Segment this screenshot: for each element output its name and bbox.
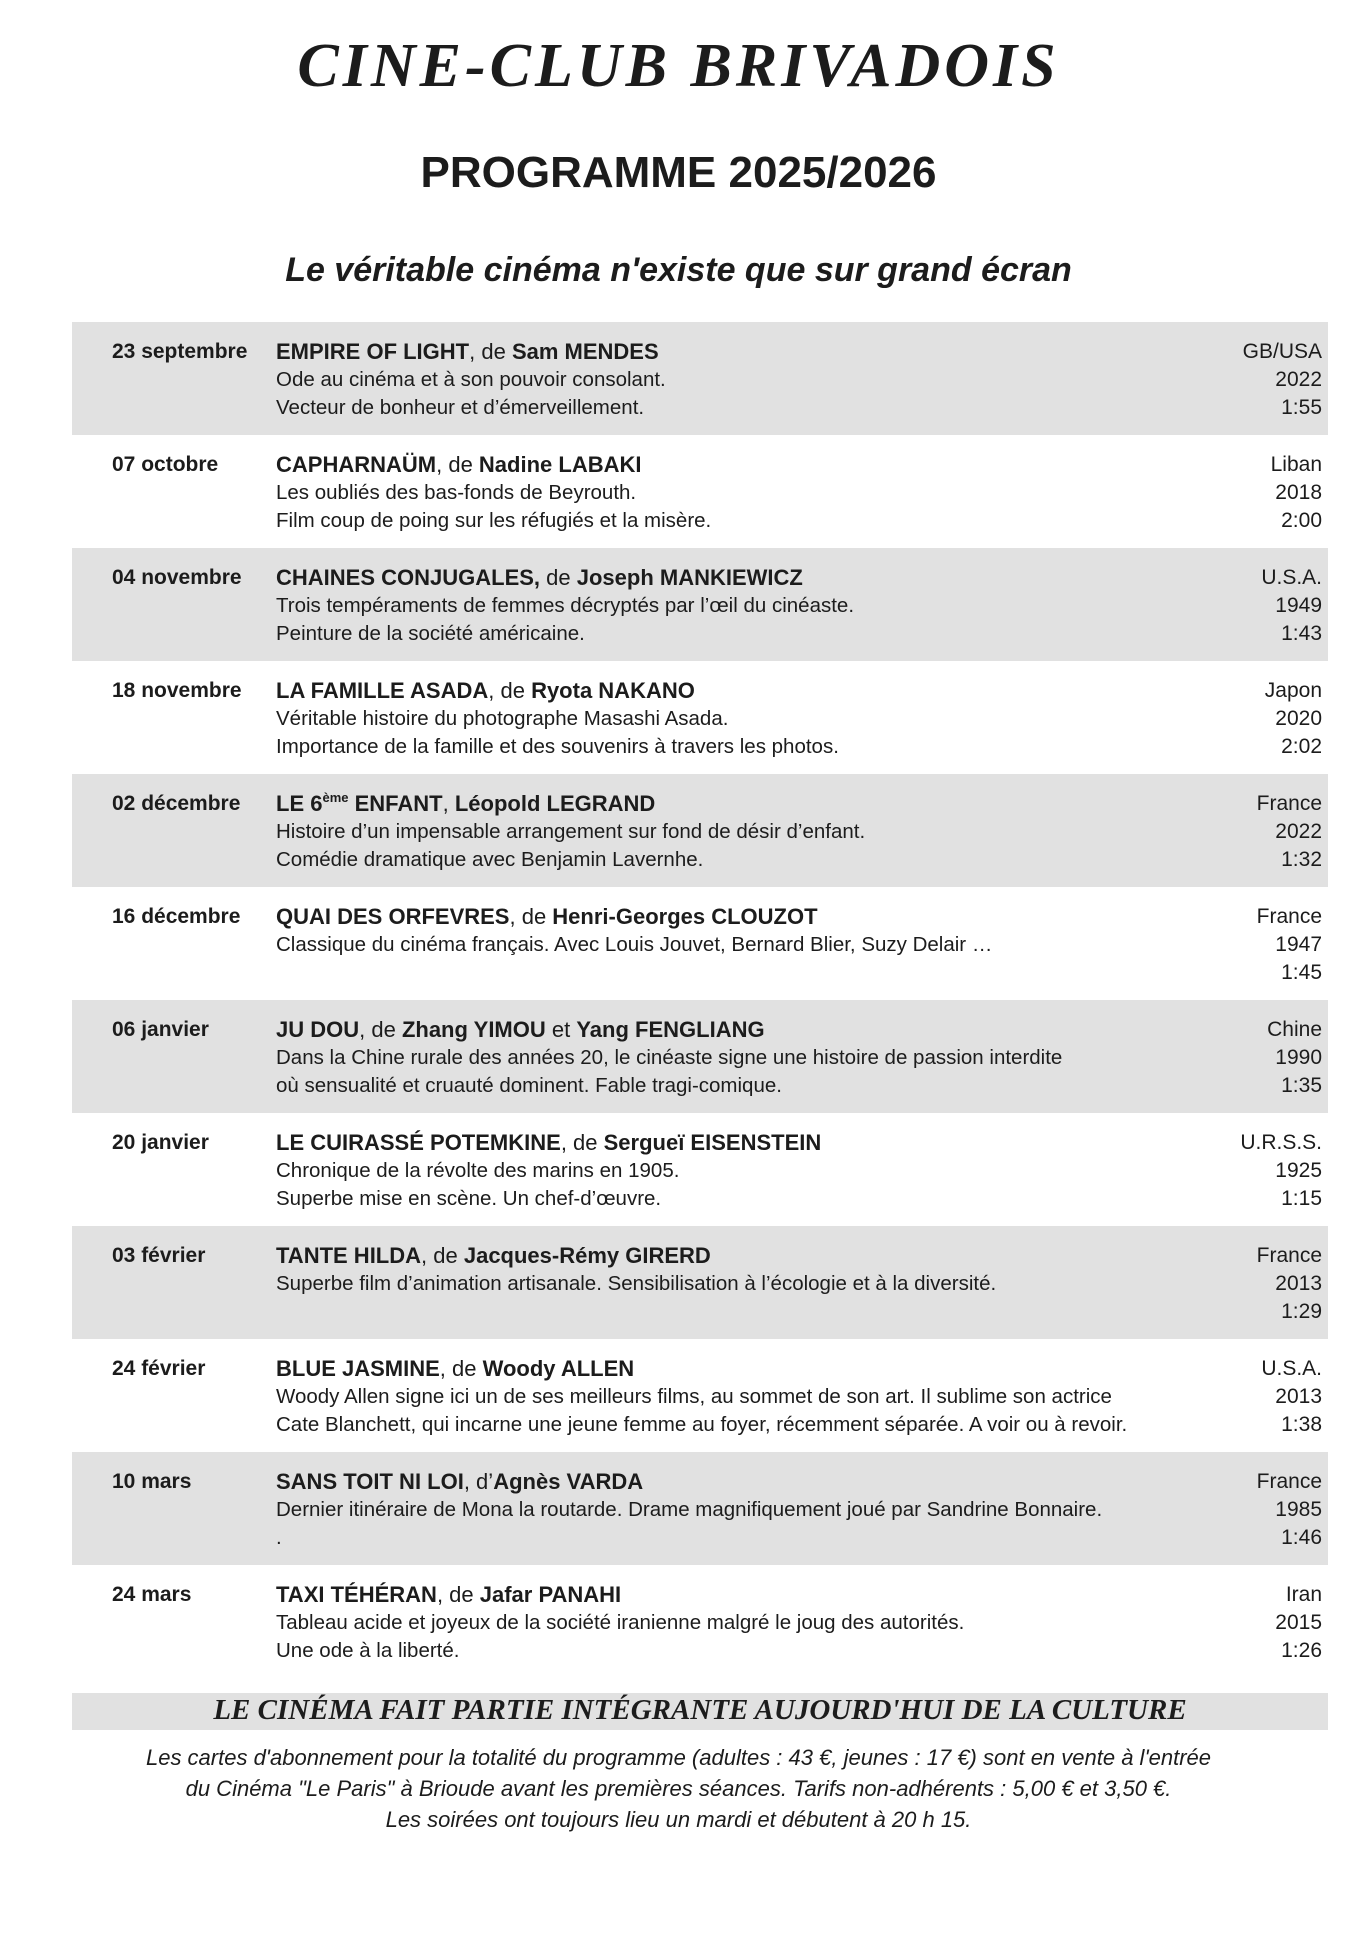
film-country: U.S.A. — [1261, 566, 1322, 589]
film-description-line: Woody Allen signe ici un de ses meilleurs films, au sommet de son art. Il sublime son actrice — [276, 1385, 1112, 1408]
film-country: Chine — [1267, 1018, 1322, 1041]
film-description-line: Peinture de la société américaine. — [276, 622, 585, 645]
film-main — [276, 677, 1202, 761]
footer-note-line: Les soirées ont toujours lieu un mardi et débutent à 20 h 15. — [385, 1807, 972, 1832]
film-main — [276, 1242, 1202, 1298]
film-title-segment: Sam MENDES — [511, 339, 659, 364]
film-description-line: Cate Blanchett, qui incarne une jeune femme au foyer, récemment séparée. A voir ou à revoir. — [276, 1413, 1128, 1436]
film-date: 24 février — [112, 1357, 206, 1380]
film-country: France — [1256, 1244, 1322, 1267]
film-meta — [1202, 1581, 1322, 1665]
film-title-segment: Nadine LABAKI — [478, 452, 642, 477]
film-title-connector: et — [545, 1017, 577, 1042]
film-title-line — [276, 1355, 1202, 1383]
film-title-segment: CAPHARNAÜM — [276, 452, 437, 477]
film-duration: 2:00 — [1281, 509, 1322, 532]
film-year: 2013 — [1275, 1272, 1322, 1295]
film-description-line: Dernier itinéraire de Mona la routarde. Drame magnifiquement joué par Sandrine Bonnaire. — [276, 1498, 1103, 1521]
film-meta — [1202, 338, 1322, 422]
film-meta — [1202, 677, 1322, 761]
film-country: France — [1256, 1470, 1322, 1493]
film-title-line — [276, 1129, 1202, 1157]
film-description-line: Véritable histoire du photographe Masashi Asada. — [276, 707, 729, 730]
film-date: 03 février — [112, 1244, 206, 1267]
film-title-line — [276, 677, 1202, 705]
film-description-line: Tableau acide et joyeux de la société iranienne malgré le joug des autorités. — [276, 1611, 965, 1634]
film-main — [276, 790, 1202, 874]
footer-banner: LE CINÉMA FAIT PARTIE INTÉGRANTE AUJOURD'HUI DE LA CULTURE — [72, 1693, 1328, 1730]
film-title-segment: JU DOU — [276, 1017, 360, 1042]
film-date: 07 octobre — [112, 453, 219, 476]
film-meta — [1202, 790, 1322, 874]
film-entry — [72, 774, 1328, 887]
film-title-connector: , de — [436, 452, 479, 477]
film-country: France — [1256, 792, 1322, 815]
film-year: 1949 — [1275, 594, 1322, 617]
film-description-line: Les oubliés des bas-fonds de Beyrouth. — [276, 481, 637, 504]
programme-season-heading: PROGRAMME 2025/2026 — [420, 148, 937, 197]
film-title-line — [276, 564, 1202, 592]
film-description-line: . — [276, 1526, 282, 1549]
film-duration: 2:02 — [1281, 735, 1322, 758]
film-country: Liban — [1270, 453, 1322, 476]
film-meta — [1202, 1016, 1322, 1100]
film-entry — [72, 548, 1328, 661]
film-title-connector: , de — [359, 1017, 402, 1042]
film-title-segment: TAXI TÉHÉRAN — [276, 1582, 437, 1607]
film-year: 2013 — [1275, 1385, 1322, 1408]
film-date: 20 janvier — [112, 1131, 209, 1154]
film-main — [276, 1355, 1202, 1439]
film-date: 23 septembre — [112, 340, 248, 363]
film-year: 1947 — [1275, 933, 1322, 956]
film-description-line: Comédie dramatique avec Benjamin Lavernhe. — [276, 848, 704, 871]
film-title-segment: TANTE HILDA — [276, 1243, 422, 1268]
film-meta — [1202, 1242, 1322, 1326]
film-entry — [72, 661, 1328, 774]
film-title-segment: BLUE JASMINE — [276, 1356, 440, 1381]
film-title-line — [276, 1016, 1202, 1044]
film-entry — [72, 1565, 1328, 1678]
film-date: 02 décembre — [112, 792, 241, 815]
film-year: 1985 — [1275, 1498, 1322, 1521]
film-country: Japon — [1264, 679, 1322, 702]
film-title-connector: de — [540, 565, 577, 590]
film-title-segment: Agnès VARDA — [493, 1469, 644, 1494]
film-main — [276, 564, 1202, 648]
film-description-line: Superbe film d’animation artisanale. Sensibilisation à l’écologie et à la diversité. — [276, 1272, 997, 1295]
film-meta — [1202, 903, 1322, 987]
film-title-line — [276, 1468, 1202, 1496]
film-main — [276, 1129, 1202, 1213]
film-year: 2022 — [1275, 820, 1322, 843]
film-main — [276, 1016, 1202, 1100]
film-description-line: Ode au cinéma et à son pouvoir consolant. — [276, 368, 666, 391]
film-duration: 1:26 — [1281, 1639, 1322, 1662]
film-year: 2018 — [1275, 481, 1322, 504]
page-subtitle: Le véritable cinéma n'existe que sur grand écran — [285, 251, 1072, 289]
film-main — [276, 903, 1202, 959]
film-duration: 1:55 — [1281, 396, 1322, 419]
film-duration: 1:35 — [1281, 1074, 1322, 1097]
film-title-connector: , de — [560, 1130, 604, 1155]
page-title: CINE-CLUB BRIVADOIS — [297, 32, 1060, 100]
film-date: 06 janvier — [112, 1018, 209, 1041]
film-description-line: Vecteur de bonheur et d’émerveillement. — [276, 396, 645, 419]
film-date: 16 décembre — [112, 905, 241, 928]
film-year: 2020 — [1275, 707, 1322, 730]
film-duration: 1:29 — [1281, 1300, 1322, 1323]
film-title-connector: , de — [436, 1582, 480, 1607]
film-country: GB/USA — [1242, 340, 1322, 363]
film-title-segment: QUAI DES ORFEVRES — [276, 904, 510, 929]
film-title-line — [276, 1242, 1202, 1270]
film-title-segment: SANS TOIT NI LOI — [276, 1469, 464, 1494]
film-date: 10 mars — [112, 1470, 192, 1493]
film-title-connector: , — [442, 791, 455, 816]
film-title-segment: Yang FENGLIANG — [576, 1017, 765, 1042]
film-entry — [72, 435, 1328, 548]
film-year: 2022 — [1275, 368, 1322, 391]
film-main — [276, 338, 1202, 422]
film-main — [276, 1581, 1202, 1665]
film-title-segment: Joseph MANKIEWICZ — [576, 565, 803, 590]
film-title-line — [276, 903, 1202, 931]
film-duration: 1:32 — [1281, 848, 1322, 871]
film-date: 24 mars — [112, 1583, 192, 1606]
film-title-line — [276, 338, 1202, 366]
film-country: Iran — [1285, 1583, 1322, 1606]
film-title-segment: LE CUIRASSÉ POTEMKINE — [276, 1130, 561, 1155]
film-title-segment: EMPIRE OF LIGHT — [276, 339, 470, 364]
film-duration: 1:46 — [1281, 1526, 1322, 1549]
film-description-line: Une ode à la liberté. — [276, 1639, 460, 1662]
film-title-connector: , de — [488, 678, 532, 703]
film-description-line: Trois tempéraments de femmes décryptés par l’œil du cinéaste. — [276, 594, 855, 617]
film-title-segment: Woody ALLEN — [482, 1356, 635, 1381]
film-title-segment: LE 6 — [276, 791, 323, 816]
film-meta — [1202, 1468, 1322, 1552]
film-description-line: Importance de la famille et des souvenirs à travers les photos. — [276, 735, 839, 758]
film-duration: 1:15 — [1281, 1187, 1322, 1210]
film-description-line: Superbe mise en scène. Un chef-d’œuvre. — [276, 1187, 662, 1210]
film-meta — [1202, 451, 1322, 535]
film-title-segment: Sergueï EISENSTEIN — [603, 1130, 822, 1155]
film-date: 04 novembre — [112, 566, 242, 589]
film-entry — [72, 1339, 1328, 1452]
film-year: 1990 — [1275, 1046, 1322, 1069]
film-meta — [1202, 564, 1322, 648]
film-duration: 1:38 — [1281, 1413, 1322, 1436]
footer-note-line: Les cartes d'abonnement pour la totalité du programme (adultes : 43 €, jeunes : 17 €) sont en vente à l'entrée — [145, 1745, 1212, 1770]
film-description-line: Chronique de la révolte des marins en 1905. — [276, 1159, 680, 1182]
film-main — [276, 451, 1202, 535]
film-title-segment: Zhang YIMOU — [401, 1017, 546, 1042]
film-description-line: Film coup de poing sur les réfugiés et la misère. — [276, 509, 712, 532]
film-meta — [1202, 1129, 1322, 1213]
film-year: 1925 — [1275, 1159, 1322, 1182]
film-title-segment: Léopold LEGRAND — [454, 791, 656, 816]
film-duration: 1:43 — [1281, 622, 1322, 645]
film-title-line — [276, 451, 1202, 479]
film-title-connector: , de — [509, 904, 553, 929]
film-year: 2015 — [1275, 1611, 1322, 1634]
film-title-connector: , d’ — [463, 1469, 494, 1494]
film-title-connector: , de — [439, 1356, 483, 1381]
film-title-line — [276, 1581, 1202, 1609]
film-list — [72, 322, 1328, 1678]
footer-notes — [0, 1742, 1357, 1835]
film-title-segment: Henri-Georges CLOUZOT — [552, 904, 818, 929]
film-entry — [72, 1226, 1328, 1339]
film-entry — [72, 887, 1328, 1000]
film-description-line: où sensualité et cruauté dominent. Fable tragi-comique. — [276, 1074, 782, 1097]
film-entry — [72, 1000, 1328, 1113]
film-entry — [72, 1452, 1328, 1565]
film-entry — [72, 322, 1328, 435]
film-country: France — [1256, 905, 1322, 928]
footer-note-line: du Cinéma "Le Paris" à Brioude avant les premières séances. Tarifs non-adhérents : 5,00 € et 3,50 €. — [185, 1776, 1172, 1801]
film-title-segment: CHAINES CONJUGALES, — [276, 565, 541, 590]
film-title-segment: LA FAMILLE ASADA — [276, 678, 489, 703]
film-title-connector: , de — [421, 1243, 464, 1268]
film-title-segment: Jacques-Rémy GIRERD — [463, 1243, 711, 1268]
film-title-connector: , de — [469, 339, 512, 364]
film-title-segment: ème — [322, 789, 349, 805]
film-country: U.R.S.S. — [1240, 1131, 1322, 1154]
film-duration: 1:45 — [1281, 961, 1322, 984]
film-title-segment: Jafar PANAHI — [479, 1582, 622, 1607]
film-description-line: Histoire d’un impensable arrangement sur fond de désir d’enfant. — [276, 820, 866, 843]
programme-document — [0, 30, 1357, 1950]
film-description-line: Dans la Chine rurale des années 20, le cinéaste signe une histoire de passion interdite — [276, 1046, 1063, 1069]
film-description-line: Classique du cinéma français. Avec Louis Jouvet, Bernard Blier, Suzy Delair … — [276, 933, 993, 956]
film-title-line — [276, 790, 1202, 818]
film-country: U.S.A. — [1261, 1357, 1322, 1380]
film-meta — [1202, 1355, 1322, 1439]
film-date: 18 novembre — [112, 679, 242, 702]
film-entry — [72, 1113, 1328, 1226]
film-title-segment: Ryota NAKANO — [531, 678, 695, 703]
film-title-segment: ENFANT — [348, 791, 443, 816]
film-main — [276, 1468, 1202, 1552]
